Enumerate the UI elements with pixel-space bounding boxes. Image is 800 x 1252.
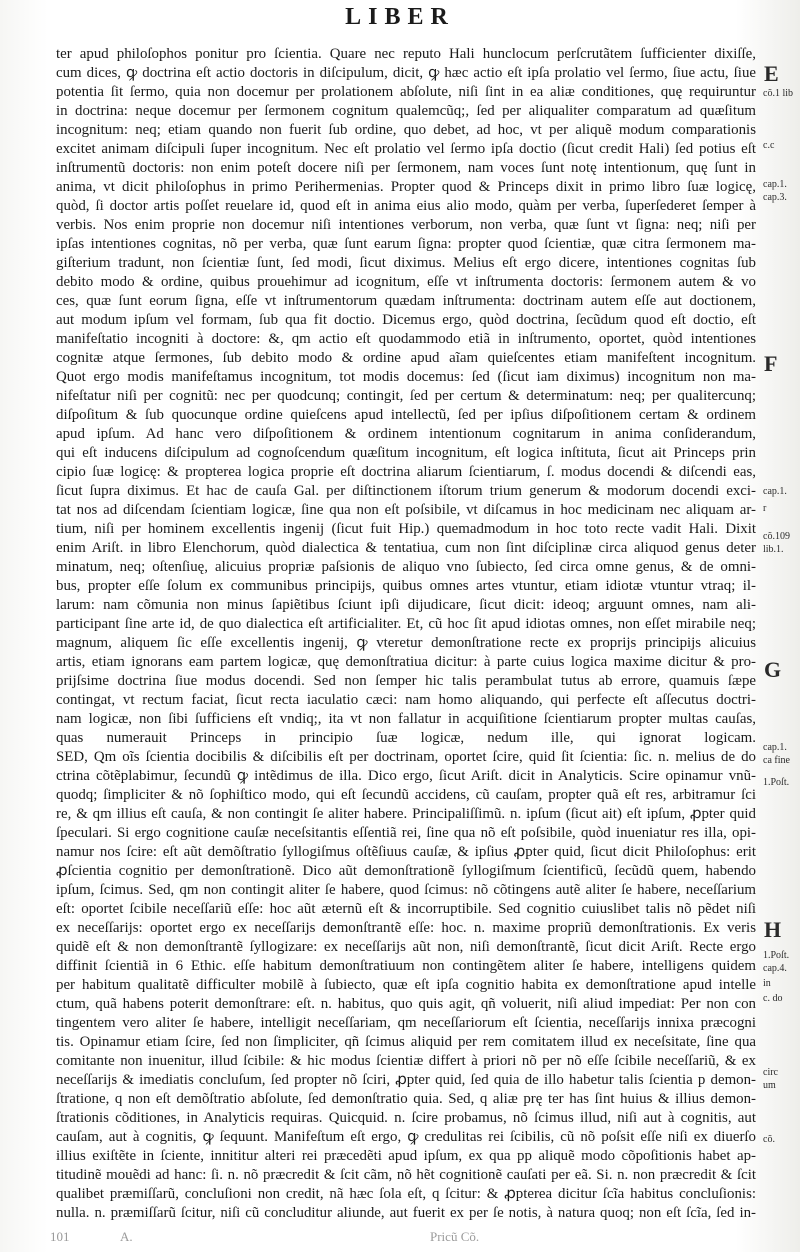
margin-note: um <box>763 1080 776 1091</box>
margin-note: cõ.1 lib <box>763 88 793 99</box>
text-line: verbis. Nos enim proprie non docemur niſi intentiones verborum, non verba, quæ ſunt vt ſigna: neq; niſi per <box>56 217 756 233</box>
text-line: namur nos ſcire: eſt aũt demõſtratio ſyllogiſmus oſtẽſiuus cauſæ, & ipſius ꝓpter quid, ſicut dicit Philoſophus: erit <box>56 844 756 860</box>
margin-note: in <box>763 978 771 989</box>
margin-note: cap.1. <box>763 742 787 753</box>
text-line: ſpeculari. Si ergo cognitione cauſæ neceſsitantis eſſentiã rei, ſine qua nõ eſt poſsibile, quòd inueniatur res illa, opi- <box>56 825 756 841</box>
margin-note: 1.Poſt. <box>763 950 790 961</box>
text-line: cipio ſuæ logicę: & propterea logica proprie eſt doctrina aliarum ſcientiarum, ſ. modus docendi & diſcendi eas, <box>56 464 756 480</box>
text-line: diſpoſitum & ſub quocunque ordine quieſcens apud intellectũ, ſed per ipſius diſpoſitionem certam & ordinem <box>56 407 756 423</box>
margin-note: r <box>763 503 767 514</box>
text-line: apud ipſum. Ad hanc vero diſpoſitionem & ordinem intentionum cognitarum in anima conſiderandum, <box>56 426 756 442</box>
margin-note: cap.4. <box>763 963 787 974</box>
text-line: aut modum ipſum vel formam, ſub qua fit doctio. Dicemus ergo, quòd doctrina, ſecũdum quod eſt doctio, eſt <box>56 312 756 328</box>
text-line: ipſas intentiones cognitas, nõ per verba, quæ ſunt earum ſigna: propter quod ſcientiæ, quæ citra ſermonem ma- <box>56 236 756 252</box>
text-line: larum: nam cõmunia non minus ſapiẽtibus ſciunt ipſi dijudicare, ſicut dicit: ideoq; arguunt omnes, nam ali- <box>56 597 756 613</box>
footer-catchword: Pricũ Cõ. <box>430 1229 480 1244</box>
text-line: quòd, ſi doctor artis poſſet reuelare id, quod eſt in anima eius alio modo, quàm per verba, ſuperſederet ſemper à <box>56 198 756 214</box>
text-line: tium, niſi per hominem excellentis ingenij (ſicut fuit Hip.) quemadmodum in hoc toto recte vadit Hali. Dixit <box>56 521 756 537</box>
margin-note: cap.1. <box>763 486 787 497</box>
text-line: debito modo & ordine, quibus prouehimur ad icognitum, eſſe vt inſtrumenta doctoris: ſermonem autem & vo <box>56 274 756 290</box>
text-line: comitante non inuenitur, illud ſcibile: & hic modus ſcientiæ differt à priori nõ per nõ eſſe ſcibile neceſſariũ, & ex <box>56 1053 756 1069</box>
text-line: excitet animam diſcipuli ſuper incognitum. Nec eſt prolatio vel ſermo ipſa doctio (ſicut credit Hali) ſed potius eſt <box>56 141 756 157</box>
footer-folio: 101 <box>50 1229 70 1244</box>
margin-note: lib.1. <box>763 544 784 555</box>
running-head: LIBER <box>345 4 455 30</box>
text-line: qui eſt inducens diſcipulum ad cognoſcendum quæſitum incognitum, eſt logica inſtituta, ſicut ait Princeps prin <box>56 445 756 461</box>
margin-note: cõ.109 <box>763 531 790 542</box>
margin-note: circ <box>763 1067 778 1078</box>
body-text <box>56 45 756 1223</box>
text-line: enim Ariſt. in libro Elenchorum, quòd dialectica & tentatiua, cum non ſint diſciplinæ circa aliquod genus deter <box>56 540 756 556</box>
margin-note: c. do <box>763 993 783 1004</box>
text-line: SED, Qm oĩs ſcientia docibilis & diſcibilis eſt per doctrinam, oportet ſcire, quid ſit ſcientia: ſic. n. melius de do <box>56 749 756 765</box>
text-line: in doctrina: neque docemur per ſermonem cognitum qualemcũq;, ſed per aliqualiter comparatum ad quæſitum <box>56 103 756 119</box>
margin-notes <box>760 0 800 1252</box>
margin-section-letter: G <box>764 657 782 682</box>
text-line: quodq; ſimpliciter & nõ ſophiſtico modo, qui eſt ſecundũ accidens, cũ cauſam, propter quã eſt res, arbitramur ſci <box>56 787 756 803</box>
text-line: neceſſarijs & imediatis concluſum, ſed propter nõ ſciri, ꝓpter quid, ſed quia de illo habetur talis ſcientia p demon- <box>56 1072 756 1088</box>
text-line: ces, quæ ſunt eorum ſigna, eſſe vt inſtrumentorum quædam inſtrumenta: doctrinam autem eſſe aut doctionem, <box>56 293 756 309</box>
text-line: re, & qm illius eſt cauſa, & non contingit ſe aliter habere. Principaliſſimũ. n. ipſum (ſicut ait) eſt ipſum, ꝓpter quid <box>56 806 756 822</box>
text-line: bus, propter eſſe ſolum ex communibus principijs, quibus omnes artes vtuntur, etiam idiotæ vtuntur vtraq; il- <box>56 578 756 594</box>
margin-note: cap.1. <box>763 179 787 190</box>
text-line: quidẽ eſt & non demonſtrantẽ ſyllogizare: ex neceſſarijs aũt non, niſi demonſtrantẽ, ſicut dicit Ariſt. Recte ergo <box>56 939 756 955</box>
margin-section-letter: H <box>764 917 782 942</box>
footer-signature-mark: A. <box>120 1229 133 1244</box>
text-line: tis. Opinamur etiam ſcire, ſed non ſimpliciter, qñ ſcimus aliquid per rem comitatem illud ex neceſsitate, ſine qua <box>56 1034 756 1050</box>
text-line: nulla. n. præmiſſarũ ſcitur, niſi cũ concluditur aliunde, aut fuerit ex per ſe notis, à natura quoq; non eſt ſcĩa, ſed in- <box>56 1205 756 1221</box>
text-line: ex neceſſarijs: oportet ergo ex neceſſarijs demonſtrantẽ eſſe: hoc. n. maxime propriũ demonſtrationis. Ex veris <box>56 920 756 936</box>
text-line: cum dices, ꝙ doctrina eſt actio doctoris in diſcipulum, dicit, ꝙ hæc actio eſt ipſa prolatio vel ſermo, ſiue actu, ſiue <box>56 65 756 81</box>
text-line: titudinẽ mouẽdi ad hanc: ſi. n. nõ præcredit & ſcit cãm, nõ hẽt cognitionẽ cauſati per eã. Si. n. non præcredit & ſcit <box>56 1167 756 1183</box>
text-line: anima, vt dicit philoſophus in primo Perihermenias. Propter quod & Princeps dixit in primo libro ſuæ logicę, <box>56 179 756 195</box>
margin-note: 1.Poſt. <box>763 777 790 788</box>
text-line: cognitæ atque ſermones, ſub debito modo & ordine apud aĩam quieſcentes etiam manifeſtent incognitum. <box>56 350 756 366</box>
text-line: eſt: oportet ſcibile neceſſariũ eſſe: hoc aũt æternũ eſt & incorruptibile. Sed cognitio cuiuslibet talis nõ pẽdet niſi <box>56 901 756 917</box>
text-line: nam logicæ, non ſibi ſufficiens eſt vndiq;, ita vt non fallatur in acquiſitione ſcientiarum propter multas cauſas, <box>56 711 756 727</box>
text-line: potentia ſit ſermo, quia non docemur per prolationem abſolute, niſi ſint in ea aliæ conditiones, quę requiruntur <box>56 84 756 100</box>
text-line: Quot ergo modis manifeſtamus incognitum, tot modis docemus: ſed (ſicut iam diximus) incognitum non ma- <box>56 369 756 385</box>
text-line: ctum, quã habens poterit demonſtrare: eſt. n. habitus, quo quis agit, qñ voluerit, niſi aliud impediat: Per non con <box>56 996 756 1012</box>
text-line: artis, etiam ignorans eam partem logicæ, quę demonſtratiua dicitur: à parte cuius logica maxime dicitur & pro- <box>56 654 756 670</box>
text-line: nifeſtatur niſi per cognitũ: nec per quodcunq; contingit, ſed per certum & determinatum: neq; per qualitercunq; <box>56 388 756 404</box>
text-line: incognitum: neq; etiam quando non fuerit ſub ordine, quo debet, ad hoc, vt per aliquẽ modum comparationis <box>56 122 756 138</box>
text-line: tat nos ad diſcendam ſcientiam logicæ, ſine qua non eſt poſsibile, vt diſcamus in hoc medicinam nec aliquam ar- <box>56 502 756 518</box>
text-line: minatum, neq; oſtenſiuę, alicuius propriæ paſsionis de aliquo vno ſubiecto, ſed circa omne genus, & de omni- <box>56 559 756 575</box>
text-line: manifeſtatio incogniti à doctore: &, qm actio eſt quodammodo etiã in inſtrumento, oportet, quòd intentiones <box>56 331 756 347</box>
text-line: ipſum, ſcimus. Sed, qm non contingit aliter ſe habere, quod ſcimus: nõ cõtingens autẽ aliter ſe habere, neceſſarium <box>56 882 756 898</box>
text-line: cauſam, aut à cognitis, ꝙ ſequunt. Manifeſtum eſt ergo, ꝙ credulitas rei ſcibilis, cũ nõ poſsit eſſe niſi ex diuerſo <box>56 1129 756 1145</box>
text-line: participant ſine arte id, de quo dialectica eſt artificialiter. Et, cũ hoc ſit apud idiotas omnes, non eſſet mirabile neq; <box>56 616 756 632</box>
text-line: ſtratione, q non eſt demõſtratio abſolute, ſed demonſtratio quia. Sed, q aliæ prę ter has ſint huius & illius demon- <box>56 1091 756 1107</box>
text-line: ter apud philoſophos ponitur pro ſcientia. Quare nec reputo Hali hunclocum perſcrutãtem ſufficienter dixiſſe, <box>56 46 756 62</box>
text-line: per habitum qualitatẽ difficulter mobilẽ à ſubiecto, quæ eſt ipſa cognitio habita ex demonſtratione apud intelle <box>56 977 756 993</box>
text-line: ctrina cõtẽplabimur, ſecundũ ꝙ intẽdimus de illa. Dico ergo, ſicut Ariſt. dicit in Analyticis. Scire opinamur vnũ- <box>56 768 756 784</box>
text-line: contingat, vt rectum faciat, ſicut recta iaculatio cæci: nam homo aliquando, qui perfecte eſt aſſecutus doctri- <box>56 692 756 708</box>
text-line: ſicut ſupra diximus. Et hac de cauſa Gal. per diſtinctionem iſtorum trium generum & modorum docendi exci- <box>56 483 756 499</box>
text-line: ꝓſcientia cognitio per demonſtrationẽ. Dico aũt demonſtrationẽ ſyllogiſmum ſcientificũ, ſecũdũ quem, habendo <box>56 863 756 879</box>
text-line: tingentem vero aliter ſe habere, intelligit neceſſariam, qm neceſſariorum eſt ſcientia, neceſſarijs innixa præcogni <box>56 1015 756 1031</box>
text-line: ſtrationis cõditiones, in Analyticis requiras. Quicquid. n. ſcire probamus, nõ ſcimus illud, niſi aut à cognitis, aut <box>56 1110 756 1126</box>
margin-note: ca fine <box>763 755 790 766</box>
text-line: inſtrumentũ doctoris: non enim poteſt docere niſi per ſermonem, nam voces ſunt notę intentionum, quę ſunt in <box>56 160 756 176</box>
page-footer <box>0 1229 800 1249</box>
margin-note: cõ. <box>763 1134 775 1145</box>
text-line: quas numerauit Princeps in principio ſuæ logicæ, nedum ille, qui ignorat logicam. <box>56 730 756 746</box>
text-line: giſterium tradunt, non ſcientiæ ſunt, ſed modi, ſicut diximus. Melius eſt ergo dicere, intentiones cognitas ſub <box>56 255 756 271</box>
text-line: diffinit ſcientiã in 6 Ethic. eſſe habitum demonſtratiuum non contingẽtem aliter ſe habere, intelligens quidem <box>56 958 756 974</box>
margin-note: c.c <box>763 140 775 151</box>
margin-note: cap.3. <box>763 192 787 203</box>
text-line: magnum, aliquem ſic eſſe excellentis ingenij, ꝙ vteretur demonſtratione recte ex proprijs principijs alicuius <box>56 635 756 651</box>
text-line: illius exiſtẽte in ſciente, innititur alteri rei præcedẽti apud ipſum, ex qua pp aliquẽ modo cõpoſitionis habet ap- <box>56 1148 756 1164</box>
text-line: prijſsime doctrina ſiue modus docendi. Sed non ſemper hic talis perambulat tutus ab errore, quamuis ſæpe <box>56 673 756 689</box>
margin-section-letter: E <box>764 61 779 86</box>
text-line: qualibet præmiſſarũ, concluſioni non credit, nã hæc ſola eſt, q ſcitur: & ꝓpterea dicitur ſcĩa habitus concluſionis: <box>56 1186 756 1202</box>
margin-section-letter: F <box>764 351 778 376</box>
